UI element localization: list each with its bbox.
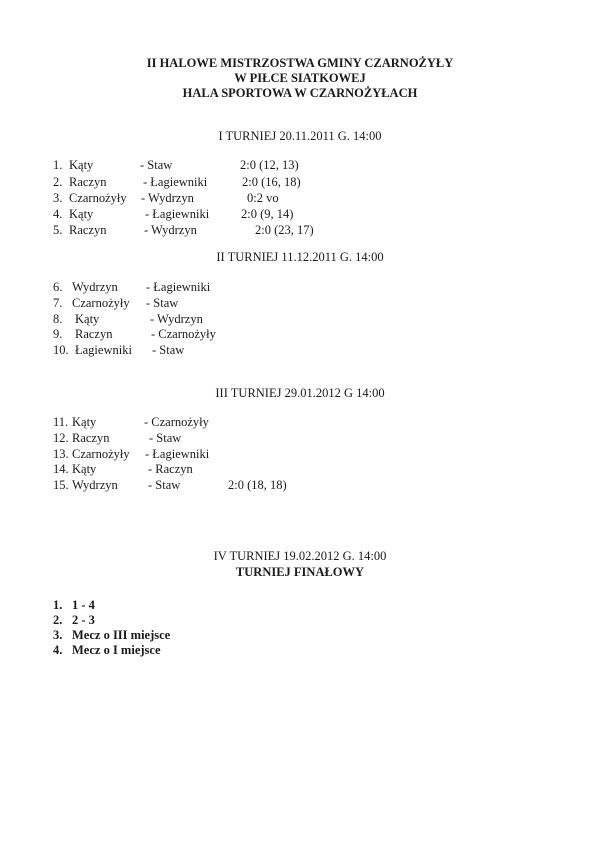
match-result: 2:0 (16, 18) — [242, 175, 301, 189]
match-home-team: Kąty — [72, 462, 97, 476]
match-row — [53, 414, 453, 430]
match-away-team: - Staw — [152, 343, 185, 357]
match-away-team: - Łagiewniki — [145, 207, 210, 221]
item-number: 2. — [53, 613, 63, 627]
item-text: Mecz o III miejsce — [72, 628, 171, 642]
header-title-line-2: W PIŁCE SIATKOWEJ — [234, 71, 366, 85]
match-home-team: Czarnożyły — [72, 447, 130, 461]
document-header — [0, 56, 600, 101]
match-number: 4. — [53, 207, 63, 221]
match-number: 5. — [53, 223, 63, 237]
item-number: 4. — [53, 643, 63, 657]
match-number: 1. — [53, 158, 63, 172]
match-number: 3. — [53, 191, 63, 205]
match-row — [53, 326, 453, 342]
item-number: 1. — [53, 598, 63, 612]
tournament-3-title: III TURNIEJ 29.01.2012 G 14:00 — [215, 386, 385, 400]
match-home-team: Raczyn — [72, 431, 110, 445]
match-home-team: Kąty — [75, 312, 100, 326]
match-row — [53, 222, 453, 238]
match-away-team: - Staw — [146, 296, 179, 310]
list-item — [53, 612, 453, 628]
match-number: 8. — [53, 312, 63, 326]
match-away-team: - Wydrzyn — [144, 223, 197, 237]
match-row — [53, 430, 453, 446]
match-row — [53, 342, 453, 358]
match-number: 13. — [53, 447, 69, 461]
header-title-line-3: HALA SPORTOWA W CZARNOŻYŁACH — [182, 86, 418, 100]
match-away-team: - Łagiewniki — [143, 175, 208, 189]
match-number: 9. — [53, 327, 63, 341]
match-row — [53, 311, 453, 327]
tournament-4-title: IV TURNIEJ 19.02.2012 G. 14:00 — [213, 549, 387, 563]
match-row — [53, 295, 453, 311]
match-result: 2:0 (12, 13) — [240, 158, 299, 172]
match-home-team: Kąty — [69, 158, 94, 172]
match-result: 2:0 (9, 14) — [241, 207, 294, 221]
match-row — [53, 174, 453, 190]
match-number: 14. — [53, 462, 69, 476]
match-away-team: - Staw — [149, 431, 182, 445]
item-number: 3. — [53, 628, 63, 642]
tournament-2-title: II TURNIEJ 11.12.2011 G. 14:00 — [216, 250, 384, 264]
match-number: 15. — [53, 478, 69, 492]
match-home-team: Kąty — [69, 207, 94, 221]
match-away-team: - Czarnożyły — [144, 415, 209, 429]
match-row — [53, 279, 453, 295]
match-home-team: Czarnożyły — [69, 191, 127, 205]
match-result: 2:0 (23, 17) — [255, 223, 314, 237]
match-home-team: Łagiewniki — [75, 343, 132, 357]
match-home-team: Czarnożyły — [72, 296, 130, 310]
match-away-team: - Wydrzyn — [150, 312, 203, 326]
list-item — [53, 627, 453, 643]
match-row — [53, 190, 453, 206]
match-row — [53, 206, 453, 222]
match-home-team: Raczyn — [75, 327, 113, 341]
final-tournament-subtitle: TURNIEJ FINAŁOWY — [235, 565, 365, 579]
item-text: 1 - 4 — [72, 598, 95, 612]
match-away-team: - Wydrzyn — [141, 191, 194, 205]
list-item — [53, 642, 453, 658]
match-number: 7. — [53, 296, 63, 310]
match-row — [53, 477, 453, 493]
match-row — [53, 446, 453, 462]
match-away-team: - Łagiewniki — [146, 280, 211, 294]
match-home-team: Raczyn — [69, 175, 107, 189]
match-home-team: Raczyn — [69, 223, 107, 237]
match-result: 2:0 (18, 18) — [228, 478, 287, 492]
match-row — [53, 157, 453, 173]
tournament-1-title: I TURNIEJ 20.11.2011 G. 14:00 — [218, 129, 382, 143]
item-text: 2 - 3 — [72, 613, 95, 627]
match-away-team: - Staw — [148, 478, 181, 492]
match-number: 6. — [53, 280, 63, 294]
match-result: 0:2 vo — [247, 191, 279, 205]
match-away-team: - Staw — [140, 158, 173, 172]
match-home-team: Kąty — [72, 415, 97, 429]
match-row — [53, 461, 453, 477]
match-away-team: - Raczyn — [148, 462, 193, 476]
match-number: 11. — [53, 415, 69, 429]
match-home-team: Wydrzyn — [72, 478, 118, 492]
match-home-team: Wydrzyn — [72, 280, 118, 294]
match-away-team: - Czarnożyły — [151, 327, 216, 341]
match-away-team: - Łagiewniki — [145, 447, 210, 461]
match-number: 10. — [53, 343, 69, 357]
list-item — [53, 597, 453, 613]
match-number: 12. — [53, 431, 69, 445]
header-title-line-1: II HALOWE MISTRZOSTWA GMINY CZARNOŻYŁY — [146, 56, 454, 70]
match-number: 2. — [53, 175, 63, 189]
item-text: Mecz o I miejsce — [72, 643, 161, 657]
